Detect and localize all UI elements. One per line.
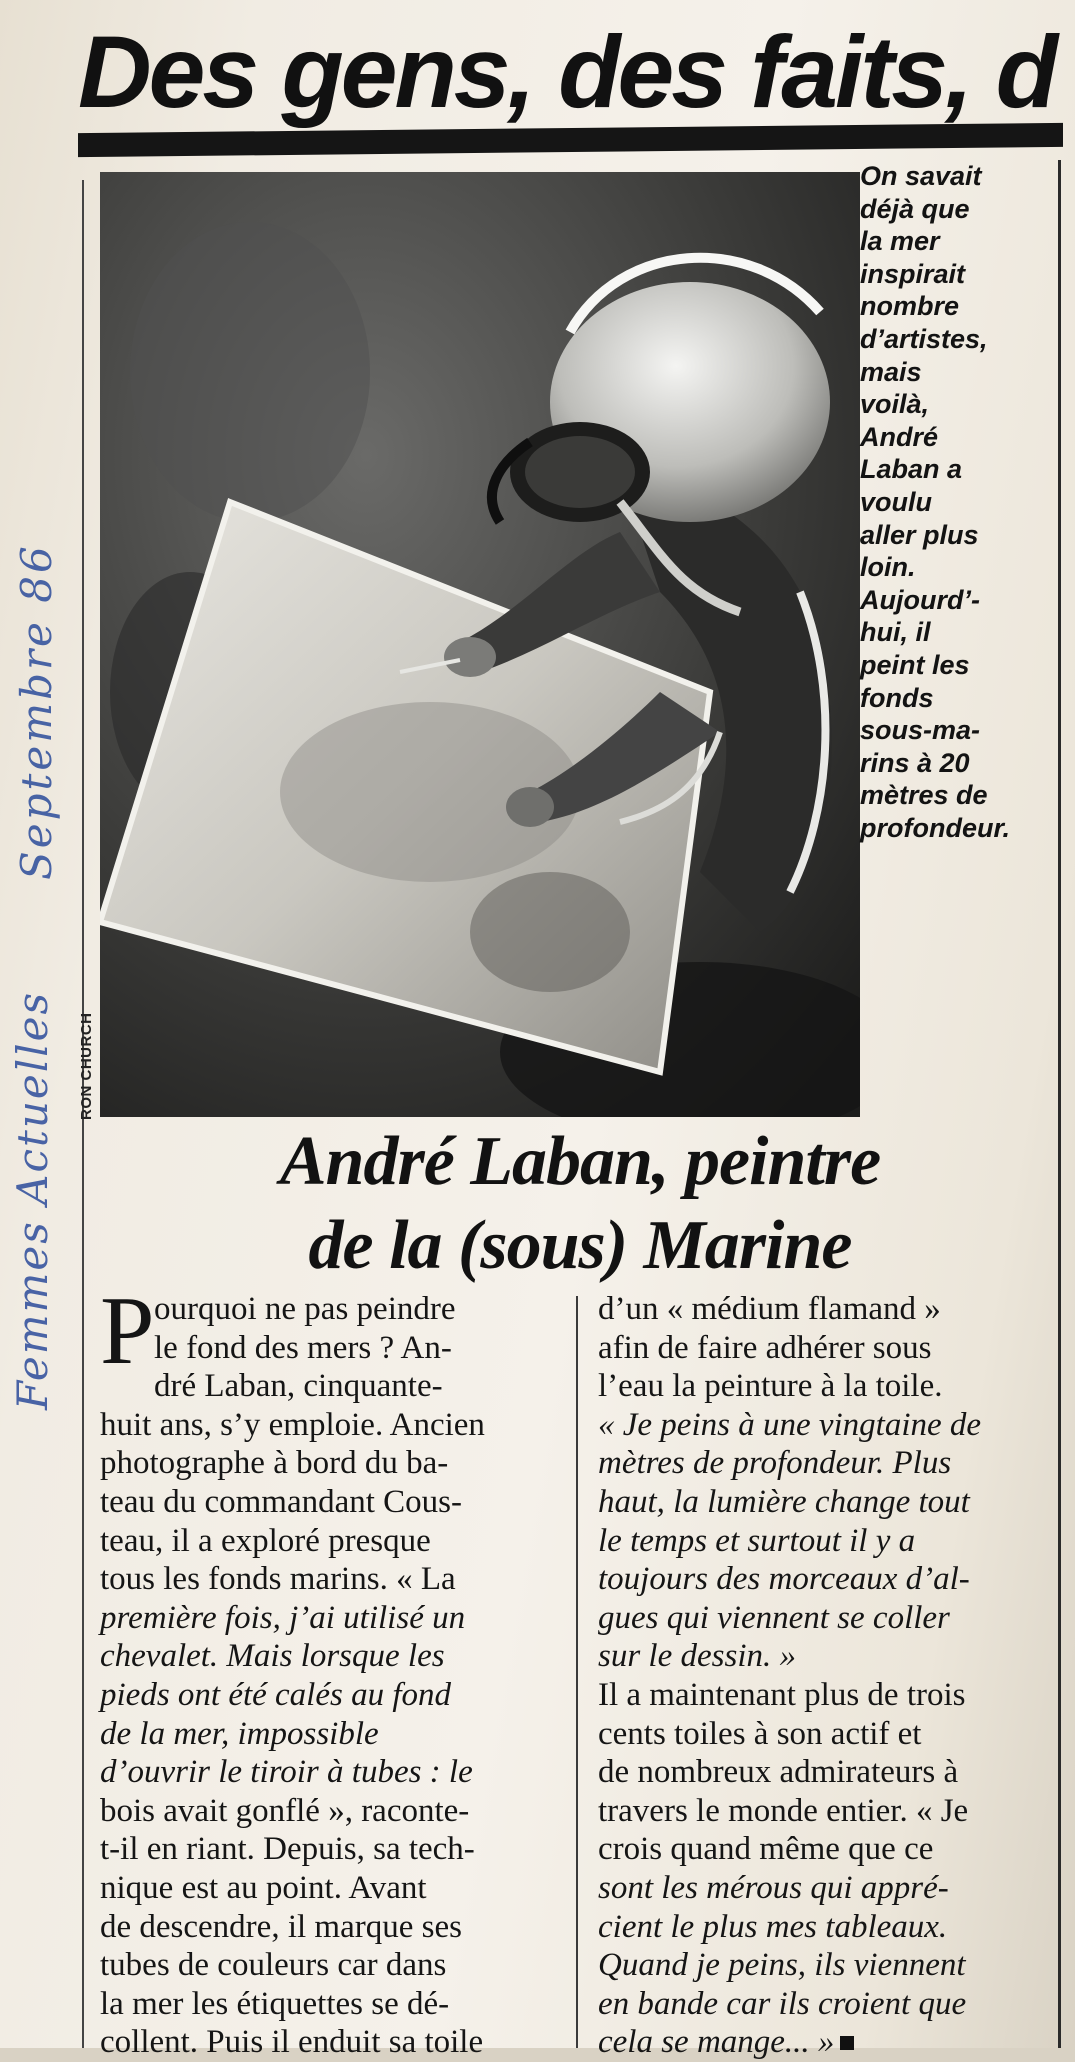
caption-line: la mer [860, 226, 940, 257]
caption-line: mais [860, 356, 922, 387]
article-line: cela se mange... » [598, 2023, 1068, 2062]
article-line: dré Laban, cinquante- [154, 1368, 443, 1405]
caption-line: On savait [860, 161, 982, 191]
caption-line: loin. [860, 552, 916, 583]
article-column-left [100, 1290, 560, 2062]
caption-line: nombre [860, 291, 960, 322]
article-line: le temps et surtout il y a [598, 1522, 916, 1559]
article-line: haut, la lumière change tout [598, 1483, 970, 1520]
article-line: photographe à bord du ba- [100, 1445, 449, 1482]
article-line: travers le monde entier. « Je [598, 1792, 969, 1829]
caption-line: mètres de [860, 780, 988, 811]
article-line: sur le dessin. » [598, 1638, 796, 1675]
masthead-text: Des gens, des faits, d [78, 15, 1056, 129]
caption-line: voilà, [860, 389, 930, 420]
caption-line: aller plus [860, 519, 979, 550]
article-line: crois quand même que ce [598, 1831, 934, 1868]
article-line: d’ouvrir le tiroir à tubes : le [100, 1754, 473, 1791]
caption-line: rins à 20 [860, 747, 970, 778]
article-line: Il a maintenant plus de trois [598, 1676, 966, 1713]
article-line: en bande car ils croient que [598, 1985, 967, 2022]
article-line: d’un « médium flamand » [598, 1291, 941, 1327]
article-line: cents toiles à son actif et [598, 1715, 922, 1752]
caption-line: profondeur. [860, 812, 1010, 843]
article-line: de la mer, impossible [100, 1715, 379, 1752]
article-line: gues qui viennent se coller [598, 1599, 950, 1636]
caption-line: inspirait [860, 258, 966, 289]
article-headline [100, 1120, 1060, 1288]
article-line: t-il en riant. Depuis, sa tech- [100, 1831, 475, 1868]
caption-line: hui, il [860, 617, 931, 648]
end-of-article-mark [840, 2036, 854, 2050]
caption-line: d’artistes, [860, 323, 988, 354]
article-column-right [598, 1290, 1068, 2062]
column-divider [576, 1296, 578, 2048]
photo-caption [860, 160, 1060, 844]
article-line: huit ans, s’y emploie. Ancien [100, 1406, 485, 1443]
handwritten-source: Femmes Actuelles [8, 990, 57, 1410]
article-line: ourquoi ne pas peindre [154, 1291, 456, 1327]
article-line: Quand je peins, ils viennent [598, 1947, 966, 1984]
caption-line: Aujourd’- [860, 584, 980, 615]
caption-line: déjà que [860, 193, 970, 224]
article-line: « Je peins à une vingtaine de [598, 1406, 982, 1443]
article-line: mètres de profondeur. Plus [598, 1445, 952, 1482]
article-line: tous les fonds marins. « La [100, 1561, 456, 1598]
article-line: de nombreux admirateurs à [598, 1754, 959, 1791]
article-line: la mer les étiquettes se dé- [100, 1985, 450, 2022]
handwritten-date: Septembre 86 [12, 543, 61, 880]
article-line: de descendre, il marque ses [100, 1908, 462, 1945]
photo-credit: RON CHURCH [78, 1012, 95, 1120]
article-line: afin de faire adhérer sous [598, 1329, 932, 1366]
article-line: toujours des morceaux d’al- [598, 1561, 970, 1598]
article-line: chevalet. Mais lorsque les [100, 1638, 445, 1675]
article-line: nique est au point. Avant [100, 1869, 427, 1906]
caption-line: André [860, 421, 939, 452]
photo-credit-container [78, 1012, 98, 1120]
article-line: première fois, j’ai utilisé un [100, 1599, 466, 1636]
article-line: pieds ont été calés au fond [100, 1676, 452, 1713]
article-line: teau, il a exploré presque [100, 1522, 431, 1559]
article-line: le fond des mers ? An- [154, 1329, 452, 1366]
article-line: bois avait gonflé », raconte- [100, 1792, 470, 1829]
article-line: collent. Puis il enduit sa toile [100, 2024, 484, 2061]
caption-line: Laban a [860, 454, 963, 485]
article-line: tubes de couleurs car dans [100, 1947, 447, 1984]
photo-image [100, 172, 860, 1117]
article-line: l’eau la peinture à la toile. [598, 1368, 943, 1405]
caption-line: fonds [860, 682, 934, 713]
caption-line: peint les [860, 649, 970, 680]
article-line: cient le plus mes tableaux. [598, 1908, 948, 1945]
diver-painting-photo [100, 172, 860, 1117]
article-line: teau du commandant Cous- [100, 1483, 463, 1520]
headline-line-2: de la (sous) Marine [308, 1207, 852, 1284]
caption-line: sous-ma- [860, 715, 981, 746]
headline-line-1: André Laban, peintre [279, 1123, 881, 1200]
caption-line: voulu [860, 486, 932, 517]
article-line: sont les mérous qui appré- [598, 1869, 949, 1906]
drop-cap: P [100, 1277, 155, 1385]
